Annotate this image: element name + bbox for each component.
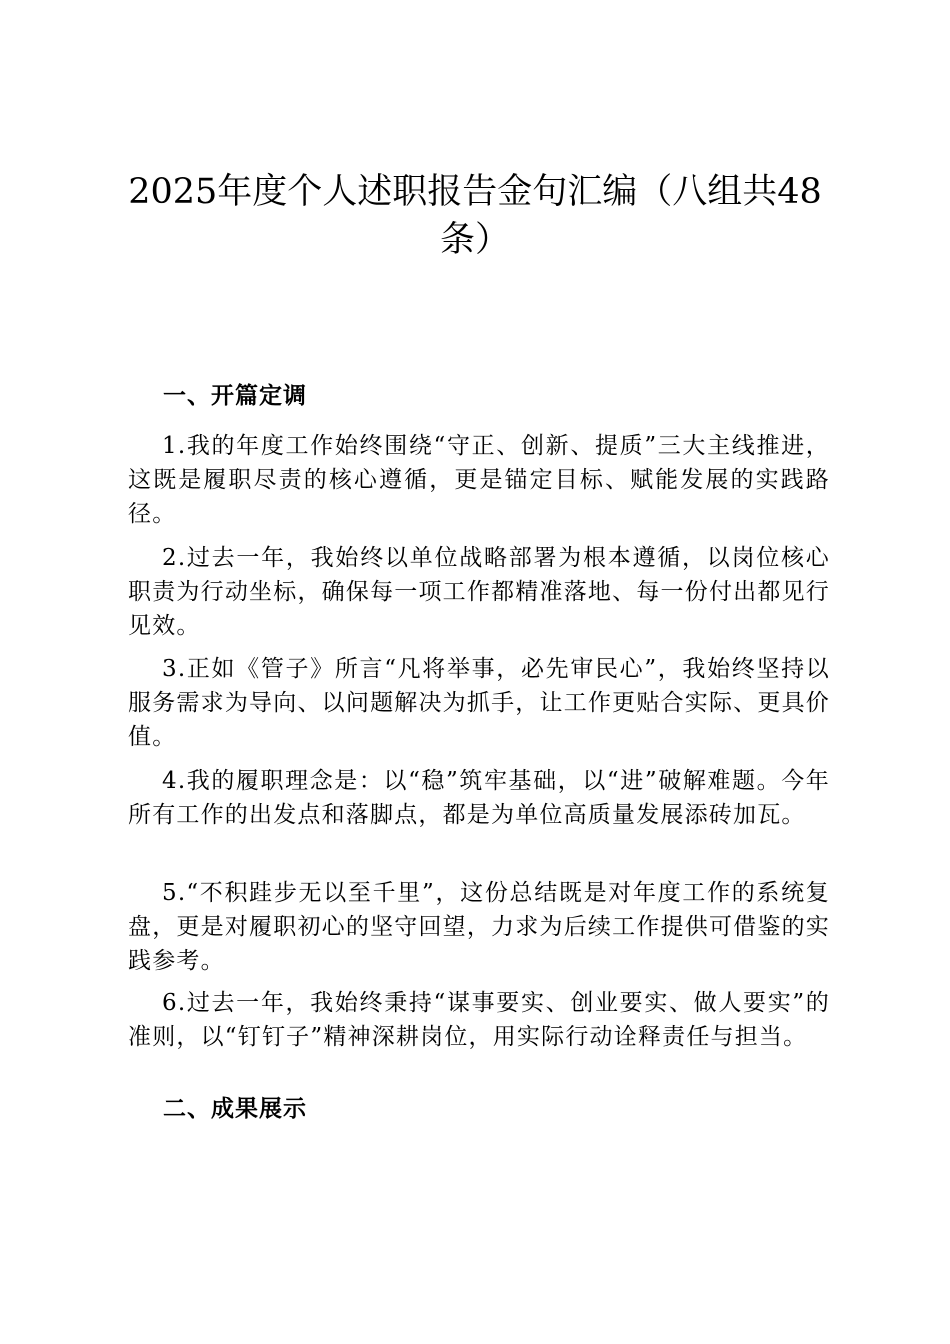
section-heading-results: 二、成果展示: [163, 1095, 307, 1122]
paragraph-item-4: 4.我的履职理念是：以“稳”筑牢基础，以“进”破解难题。今年所有工作的出发点和落脚点，都是为单位高质量发展添砖加瓦。: [128, 768, 830, 828]
section-heading-opening: 一、开篇定调: [163, 382, 307, 409]
paragraph-item-5: 5.“不积跬步无以至千里”，这份总结既是对年度工作的系统复盘，更是对履职初心的坚守回望，力求为后续工作提供可借鉴的实践参考。: [128, 880, 830, 974]
paragraph-item-1: 1.我的年度工作始终围绕“守正、创新、提质”三大主线推进，这既是履职尽责的核心遵循，更是锚定目标、赋能发展的实践路径。: [128, 433, 830, 527]
document-title: 2025年度个人述职报告金句汇编（八组共48条）: [128, 172, 822, 260]
paragraph-item-3: 3.正如《管子》所言“凡将举事，必先审民心”，我始终坚持以服务需求为导向、以问题解决为抓手，让工作更贴合实际、更具价值。: [128, 656, 830, 750]
paragraph-item-6: 6.过去一年，我始终秉持“谋事要实、创业要实、做人要实”的准则，以“钉钉子”精神深耕岗位，用实际行动诠释责任与担当。: [128, 990, 830, 1050]
paragraph-item-2: 2.过去一年，我始终以单位战略部署为根本遵循，以岗位核心职责为行动坐标，确保每一项工作都精准落地、每一份付出都见行见效。: [128, 545, 830, 639]
